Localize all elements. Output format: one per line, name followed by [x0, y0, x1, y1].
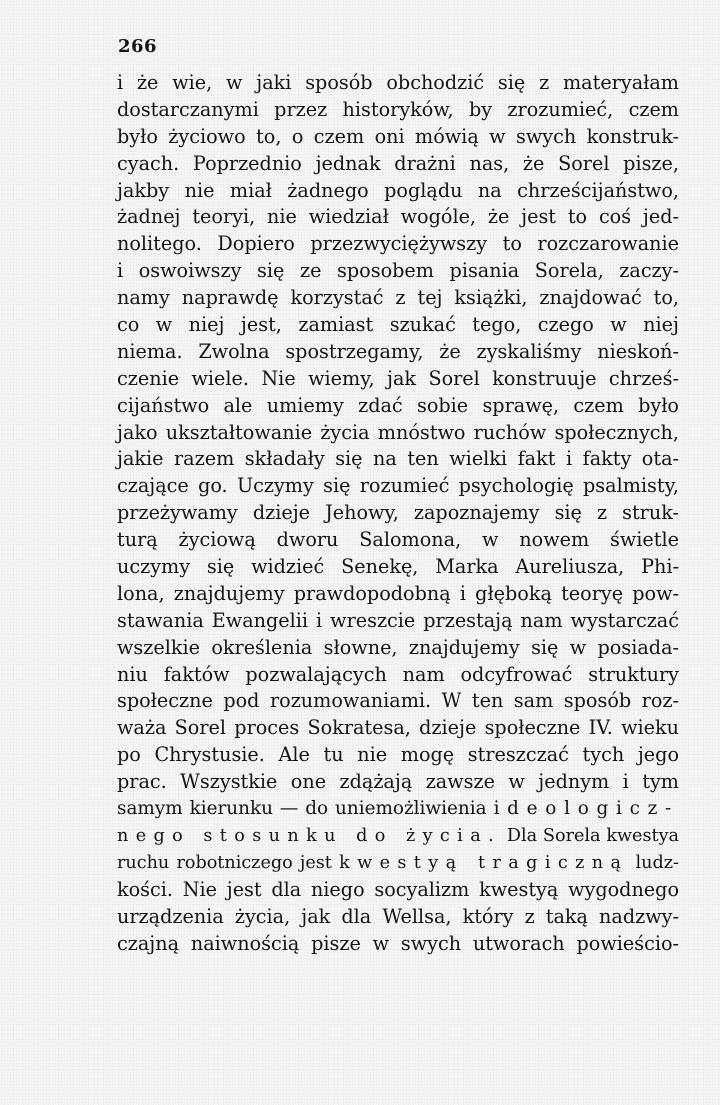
text-line: było życiowo to, o czem oni mówią w swych konstruk- — [117, 124, 679, 148]
text-line: waża Sorel proces Sokratesa, dzieje społeczne IV. wieku — [117, 716, 679, 740]
text-line: i że wie, w jaki sposób obchodzić się z materyałam — [117, 71, 679, 94]
text-segment: ruchu robotniczego jest — [117, 852, 340, 873]
text-line: żadnej teoryi, nie wiedział wogóle, że jest to coś jed- — [117, 205, 679, 229]
text-line: prac. Wszystkie one zdążają zawsze w jednym i tym — [117, 770, 679, 794]
text-line: urządzenia życia, jak dla Wellsa, który z taką nadzwy- — [117, 904, 679, 928]
text-line: jakie razem składały się na ten wielki fakt i fakty ota- — [117, 447, 679, 471]
text-line: dostarczanymi przez historyków, by zrozumieć, czem — [117, 97, 679, 121]
text-line: uczymy się widzieć Senekę, Marka Aureliusza, Phi- — [117, 555, 679, 579]
text-segment: samym kierunku — do uniemożliwienia — [117, 798, 494, 820]
text-line: namy naprawdę korzystać z tej książki, znajdować to, — [117, 286, 679, 310]
text-line: niu faktów pozwalających nam odcyfrować struktury — [117, 662, 679, 686]
text-segment: Dla Sorela kwestya — [501, 825, 679, 846]
text-line: lona, znajdujemy prawdopodobną i głęboką teoryę pow- — [117, 581, 679, 605]
text-line — [117, 823, 679, 850]
text-line: społeczne pod rozumowaniami. W ten sam sposób roz- — [117, 689, 679, 713]
text-segment: ludz- — [628, 852, 679, 873]
text-line: co w niej jest, zamiast szukać tego, czego w niej — [117, 313, 679, 337]
text-line: turą życiową dworu Salomona, w nowem świetle — [117, 528, 679, 552]
text-line: przeżywamy dzieje Jehowy, zapoznajemy się z struk- — [117, 501, 679, 525]
text-line — [117, 850, 679, 877]
text-line: stawania Ewangelii i wreszcie przestają nam wystarczać — [117, 608, 679, 632]
text-line: nolitego. Dopiero przezwyciężywszy to rozczarowanie — [117, 232, 679, 256]
text-line: czające go. Uczymy się rozumieć psychologię psalmisty, — [117, 474, 679, 498]
text-line: cyach. Poprzednio jednak drażni nas, że Sorel pisze, — [117, 151, 679, 175]
text-line: kości. Nie jest dla niego socyalizm kwestyą wygodnego — [117, 877, 679, 901]
text-line: czajną naiwnością pisze w swych utworach powieścio- — [117, 931, 679, 955]
text-line: cijaństwo ale umiemy zdać sobie sprawę, czem było — [117, 393, 679, 417]
text-line — [117, 796, 679, 823]
text-line: po Chrystusie. Ale tu nie mogę streszczać tych jego — [117, 743, 679, 767]
text-line: niema. Zwolna spostrzegamy, że zyskaliśmy nieskoń- — [117, 339, 679, 363]
spaced-emphasis: nego stosunku do życia. — [117, 825, 502, 846]
text-line: jakby nie miał żadnego poglądu na chrześcijaństwo, — [117, 178, 679, 202]
spaced-emphasis: kwestyą tragiczną — [339, 852, 629, 873]
spaced-emphasis: ideologicz- — [493, 798, 679, 820]
text-line: wszelkie określenia słowne, znajdujemy się w posiada- — [117, 635, 679, 659]
text-line: jako ukształtowanie życia mnóstwo ruchów społecznych, — [117, 420, 679, 444]
text-line: i oswoiwszy się ze sposobem pisania Sorela, zaczy- — [117, 259, 679, 283]
page-number: 266 — [118, 36, 158, 57]
body-text — [117, 70, 679, 957]
text-line: czenie wiele. Nie wiemy, jak Sorel konstruuje chrześ- — [117, 366, 679, 390]
